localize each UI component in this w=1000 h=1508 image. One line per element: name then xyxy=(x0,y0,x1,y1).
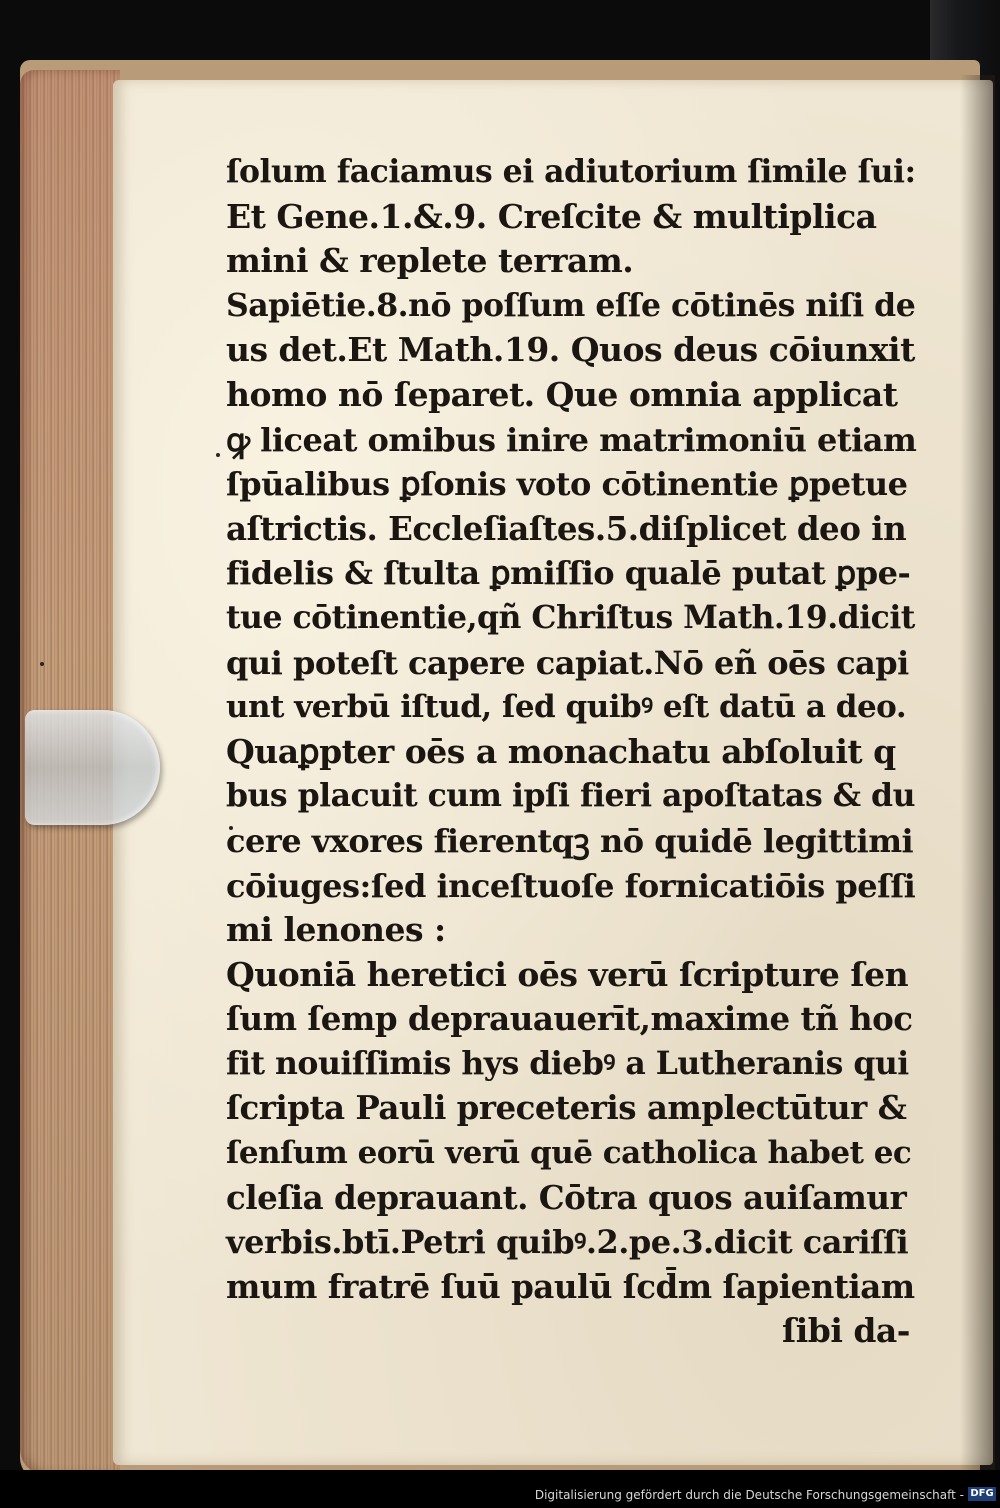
text-line: ꝙ liceat omibus inire matrimoniū etiam xyxy=(226,420,917,459)
text-line: aſtrictis. Eccleſiaſtes.5.diſplicet deo in xyxy=(226,508,907,548)
catchword: ſibi da- xyxy=(782,1311,910,1351)
speck xyxy=(216,453,220,457)
text-line: ſolum faciamus ei adiutorium ſimile ſui: xyxy=(226,153,916,190)
text-line: mum fratrē ſuū paulū ſcd̄m ſapientiam xyxy=(226,1266,915,1306)
text-line: mini & replete terram. xyxy=(226,241,634,281)
text-line: ſenſum eorū verū quē catholica habet ec xyxy=(226,1135,912,1172)
dfg-logo: DFG xyxy=(968,1487,996,1501)
text-line: fit nouiſſimis hys diebꝰ a Lutheranis qui xyxy=(226,1044,909,1082)
body-text xyxy=(226,150,916,1354)
funding-credit: Digitalisierung gefördert durch die Deutsche Forschungsgemeinschaft - xyxy=(534,1488,964,1502)
gutter-shadow xyxy=(960,75,995,1470)
text-line: ſcripta Pauli preceteris amplectūtur & xyxy=(226,1088,907,1128)
text-line: Quaꝑpter oēs a monachatu abſoluit q xyxy=(226,731,896,771)
page-holder-clip xyxy=(25,710,160,825)
text-line: cōiuges:ſed inceſtuoſe fornicatiōis peſſi xyxy=(226,866,916,905)
text-line: Et Gene.1.&.9. Creſcite & multiplica xyxy=(226,196,877,236)
text-line: tue cōtinentie,qñ Chriſtus Math.19.dicit xyxy=(226,598,915,636)
text-line: mi lenones : xyxy=(226,910,446,950)
speck xyxy=(40,662,44,666)
text-line: Quoniā heretici oēs verū ſcripture ſen xyxy=(226,954,909,994)
text-line: unt verbū iſtud, ſed quibꝰ eſt datū a deo. xyxy=(226,689,907,726)
text-line: cleſia deprauant. Cōtra quos auiſamur xyxy=(226,1177,907,1217)
text-line: ſum ſemp deprauauerīt,maxime tñ hoc xyxy=(226,999,913,1039)
text-line: Sapiētie.8.nō poſſum eſſe cōtinēs niſi de xyxy=(226,286,916,324)
text-line: verbis.btī.Petri quibꝰ.2.pe.3.dicit cariſſi xyxy=(226,1223,909,1262)
text-line: fidelis & ſtulta ꝑmiſſio qualē putat ꝑpe- xyxy=(226,554,911,593)
text-line: bus placuit cum ipſi fieri apoſtatas & du xyxy=(226,777,915,815)
text-line: ſpūalibus ꝑſonis voto cōtinentie ꝑpetue xyxy=(226,465,908,504)
text-line: us det.Et Math.19. Quos deus cōiunxit xyxy=(226,330,915,370)
text-line: qui poteſt capere capiat.Nō eñ oēs capi xyxy=(226,643,909,682)
text-line: cere vxores fierentqꝫ nō quidē legittimi xyxy=(226,821,914,860)
text-line: homo nō ſeparet. Que omnia applicat xyxy=(226,374,898,414)
